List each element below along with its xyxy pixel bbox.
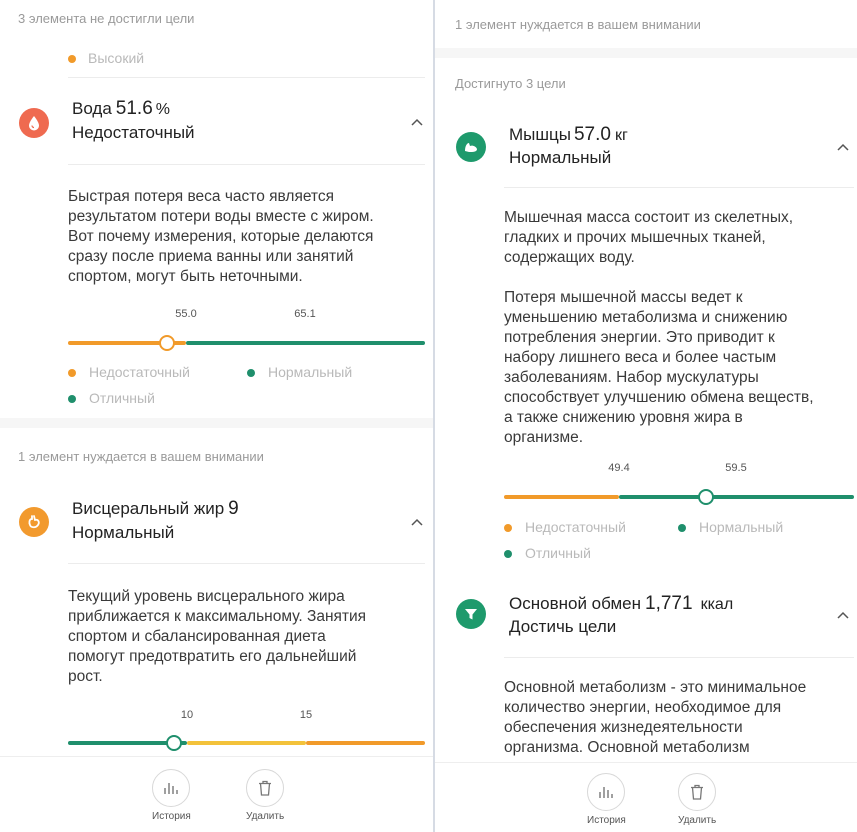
muscle-value: 57.0 [573, 124, 611, 145]
section-divider [0, 418, 433, 428]
section-label-attention: 1 элемент нуждается в вашем внимании [18, 449, 264, 464]
range-tick-label: 59.5 [725, 462, 747, 474]
divider [68, 77, 425, 78]
legend-label-normal: Нормальный [699, 519, 784, 535]
divider [504, 657, 854, 658]
water-unit: % [155, 101, 171, 118]
range-marker [698, 489, 714, 505]
muscle-status: Нормальный [509, 148, 612, 167]
funnel-icon [456, 599, 486, 629]
range-tick-label: 10 [180, 709, 194, 721]
history-button-circle[interactable] [152, 769, 190, 807]
bottom-action-bar [435, 762, 857, 832]
visceral-title [72, 498, 239, 520]
legend-dot-low [68, 369, 76, 377]
bmr-unit: ккал [700, 596, 734, 613]
range-segment-normal [619, 495, 854, 499]
visceral-status: Нормальный [72, 523, 175, 542]
visceral-value: 9 [228, 498, 239, 519]
range-tick-label: 15 [299, 709, 313, 721]
water-status: Недостаточный [72, 123, 195, 142]
bmr-status: Достичь цели [509, 617, 617, 636]
water-description: Быстрая потеря веса часто является результатом потери воды вместе с жиром. Вот почему измерения, которые делаются сразу после приема ванны или занятий спортом, могут быть неточными. [68, 188, 374, 285]
legend-dot-normal [678, 524, 686, 532]
water-drop-icon [19, 108, 49, 138]
range-segment-very-high [306, 741, 425, 745]
range-segment-normal [186, 341, 425, 345]
range-segment-low [504, 495, 619, 499]
legend-dot-excellent [504, 550, 512, 558]
range-segment-high [187, 741, 306, 745]
legend-dot-excellent [68, 395, 76, 403]
divider [68, 164, 425, 165]
range-tick-label: 55.0 [175, 308, 197, 320]
legend-label-normal: Нормальный [268, 364, 353, 380]
muscle-name: Мышцы [509, 125, 571, 144]
bmr-value: 1,771 [645, 593, 693, 614]
stomach-icon [19, 507, 49, 537]
divider [68, 563, 425, 564]
history-button-circle[interactable] [587, 773, 625, 811]
section-divider [435, 48, 857, 58]
range-marker [159, 335, 175, 351]
range-tick-label: 65.1 [294, 308, 316, 320]
history-label: История [152, 811, 191, 822]
bottom-action-bar [0, 756, 433, 832]
chevron-up-icon[interactable] [835, 607, 851, 623]
section-label-not-reached: 3 элемента не достигли цели [18, 11, 195, 26]
delete-label: Удалить [246, 811, 285, 822]
trash-icon [258, 780, 272, 796]
legend-dot-normal [247, 369, 255, 377]
bmr-title [509, 593, 733, 615]
chevron-up-icon[interactable] [835, 139, 851, 155]
legend-label-excellent: Отличный [89, 390, 155, 406]
history-label: История [587, 815, 626, 826]
bar-chart-icon [598, 785, 614, 799]
muscle-title [509, 124, 628, 146]
bmr-description: Основной метаболизм - это минимальное количество энергии, необходимое для обеспечения жизнедеятельности организма. Основной метаболизм [504, 679, 807, 756]
legend-label-low: Недостаточный [525, 519, 626, 535]
legend-dot-high [68, 55, 76, 63]
trash-icon [690, 784, 704, 800]
chevron-up-icon[interactable] [409, 514, 425, 530]
muscle-description: Мышечная масса состоит из скелетных, гладких и прочих мышечных тканей, содержащих воду. Потеря мышечной массы ведет к уменьшению метаболизма и снижению потребления энергии. Это приводит к набору лишнего веса и более частым заболеваниям. Набор мускулатуры способствует улучшению обмена веществ, а также снижению уровня жира в организме. [504, 209, 814, 446]
history-button[interactable] [587, 773, 626, 826]
delete-button[interactable] [678, 773, 716, 826]
delete-button[interactable] [246, 769, 284, 822]
range-marker [166, 735, 182, 751]
section-label-reached: Достигнуто 3 цели [455, 76, 566, 91]
muscle-icon [456, 132, 486, 162]
chevron-up-icon[interactable] [409, 114, 425, 130]
bar-chart-icon [163, 781, 179, 795]
legend-dot-low [504, 524, 512, 532]
delete-label: Удалить [678, 815, 717, 826]
water-title [72, 98, 170, 120]
section-label-attention: 1 элемент нуждается в вашем внимании [455, 17, 701, 32]
divider [504, 187, 854, 188]
history-button[interactable] [152, 769, 191, 822]
legend-label-high: Высокий [88, 50, 145, 66]
muscle-unit: кг [614, 127, 628, 144]
bmr-name: Основной обмен [509, 594, 642, 613]
legend-label-low: Недостаточный [89, 364, 190, 380]
legend-label-excellent: Отличный [525, 545, 591, 561]
water-name: Вода [72, 99, 112, 118]
visceral-name: Висцеральный жир [72, 499, 225, 518]
water-value: 51.6 [115, 98, 153, 119]
delete-button-circle[interactable] [678, 773, 716, 811]
range-tick-label: 49.4 [608, 462, 630, 474]
visceral-description: Текущий уровень висцерального жира приближается к максимальному. Занятия спортом и сбалансированная диета помогут предотвратить его дальнейший рост. [68, 588, 367, 685]
delete-button-circle[interactable] [246, 769, 284, 807]
right-panel [435, 0, 857, 832]
